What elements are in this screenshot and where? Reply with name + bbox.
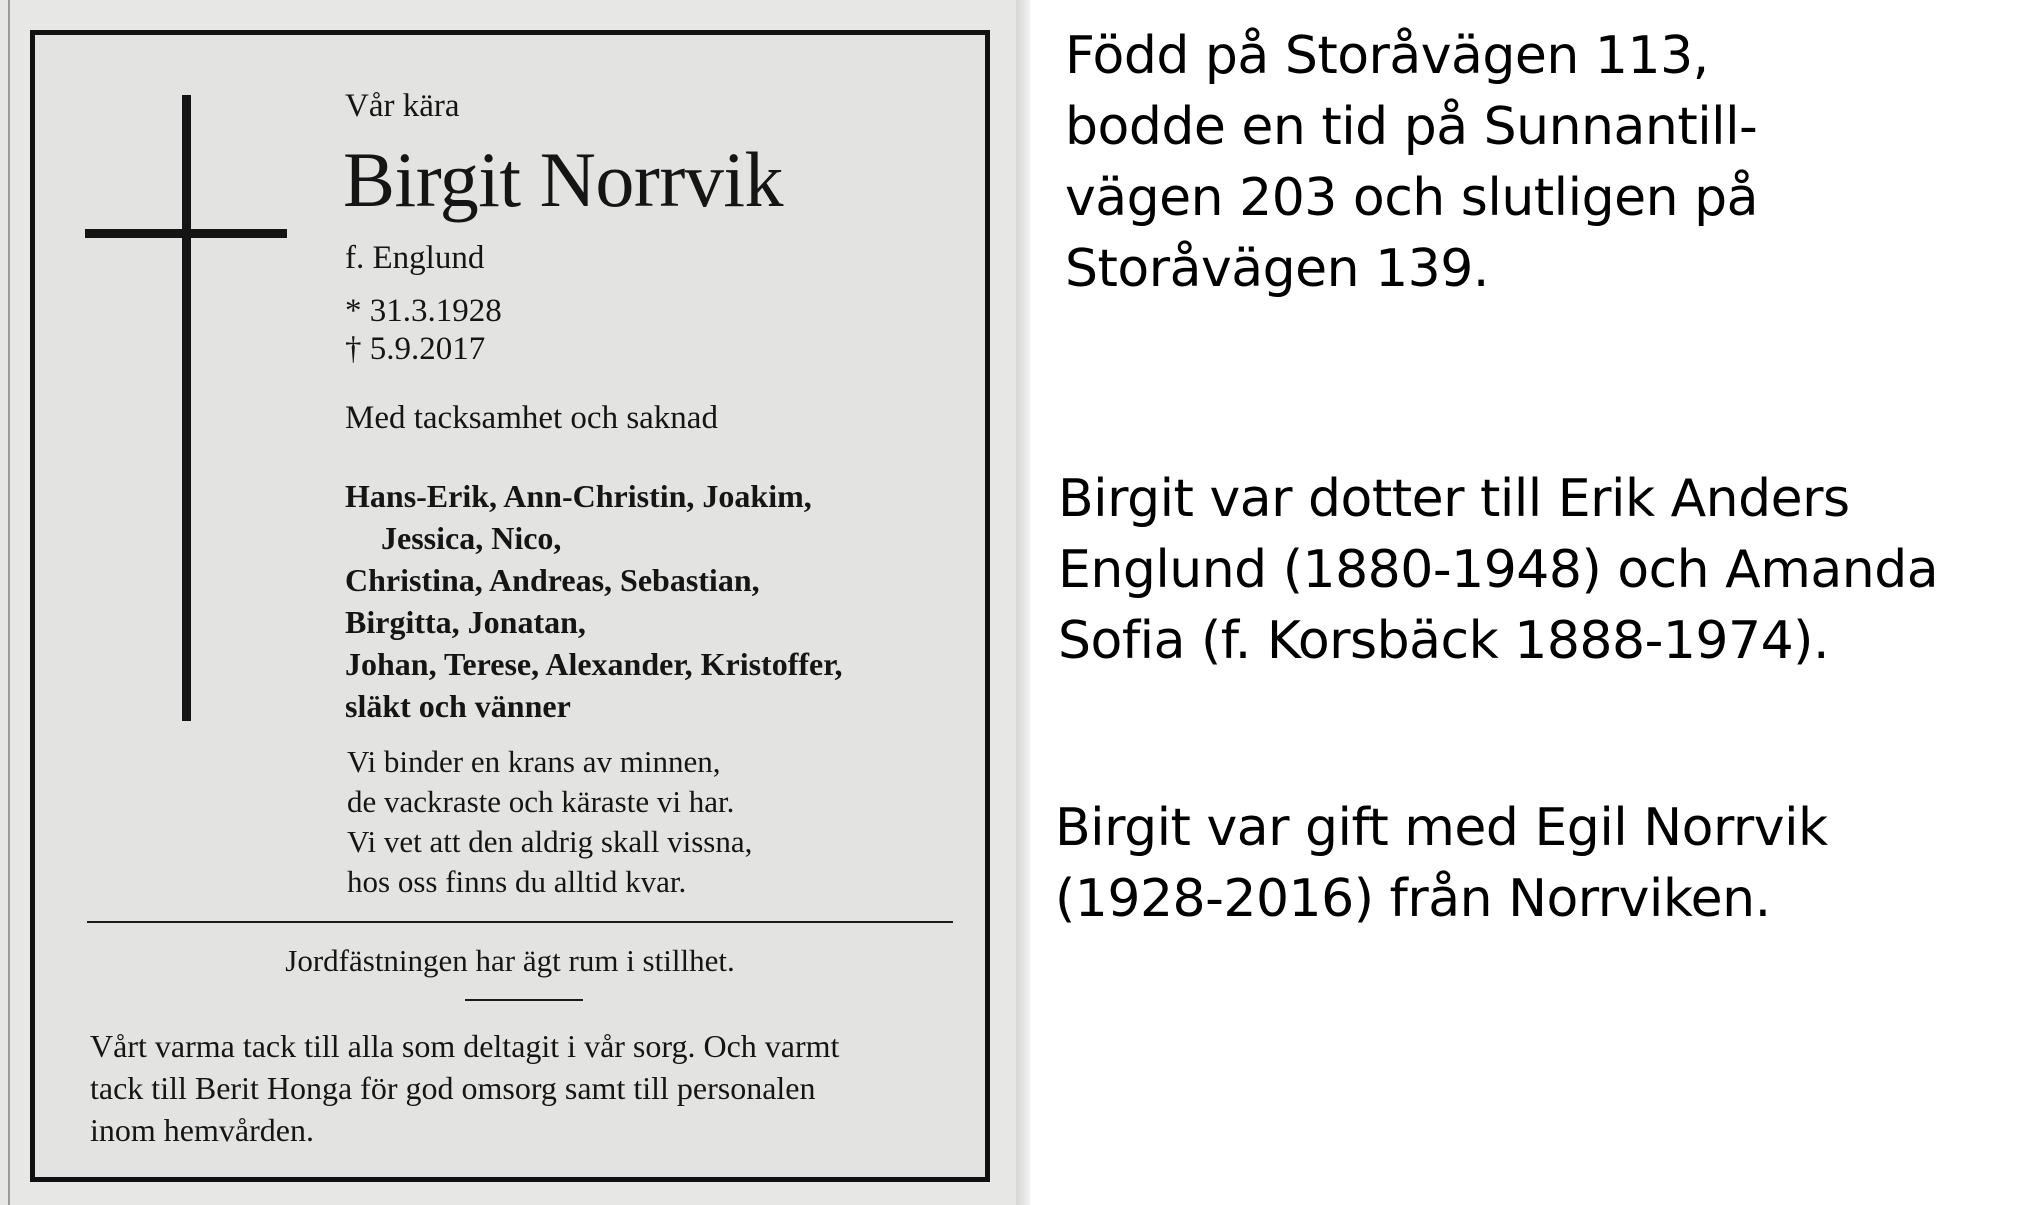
thanks-line: tack till Berit Honga för god omsorg samt till personalen — [90, 1070, 816, 1106]
deceased-name: Birgit Norrvik — [343, 136, 784, 223]
annotation-line: Birgit var gift med Egil Norrvik — [1055, 798, 1828, 858]
notice-intro: Vår kära — [345, 88, 460, 124]
annotation-line: Född på Storåvägen 113, — [1065, 26, 1709, 86]
obituary-notice — [30, 30, 990, 1182]
mourners-line: Jessica, Nico, — [381, 520, 562, 556]
spouse-annotation — [1055, 793, 1828, 935]
poem-line: Vi binder en krans av minnen, — [347, 744, 721, 779]
divider — [87, 921, 953, 923]
cross-icon-bar — [85, 229, 287, 238]
thanks-line: Vårt varma tack till alla som deltagit i vår sorg. Och varmt — [90, 1028, 840, 1064]
short-divider — [465, 999, 583, 1001]
annotation-line: vägen 203 och slutligen på — [1065, 168, 1758, 228]
memorial-poem — [347, 742, 752, 902]
annotation-line: Englund (1880-1948) och Amanda — [1058, 540, 1939, 600]
mourners-line: släkt och vänner — [345, 688, 571, 724]
cross-icon — [182, 95, 191, 721]
mourners-line: Johan, Terese, Alexander, Kristoffer, — [345, 646, 843, 682]
mourning-intro: Med tacksamhet och saknad — [345, 400, 718, 436]
thanks-text — [90, 1025, 970, 1151]
birth-date: * 31.3.1928 — [345, 293, 502, 329]
poem-line: Vi vet att den aldrig skall vissna, — [347, 824, 753, 859]
parents-annotation — [1058, 464, 1938, 677]
mourners-line: Christina, Andreas, Sebastian, — [345, 562, 760, 598]
mourners-line: Hans-Erik, Ann-Christin, Joakim, — [345, 478, 812, 514]
annotation-line: Sofia (f. Korsbäck 1888-1974). — [1058, 611, 1829, 671]
mourners-line: Birgitta, Jonatan, — [345, 604, 586, 640]
thanks-line: inom hemvården. — [90, 1112, 314, 1148]
death-date: † 5.9.2017 — [345, 331, 486, 367]
poem-line: de vackraste och käraste vi har. — [347, 784, 735, 819]
poem-line: hos oss finns du alltid kvar. — [347, 864, 687, 899]
mourners-list — [345, 475, 842, 727]
residence-annotation — [1065, 21, 1758, 305]
annotation-line: Storåvägen 139. — [1065, 239, 1489, 299]
burial-note: Jordfästningen har ägt rum i stillhet. — [285, 943, 735, 978]
annotation-line: Birgit var dotter till Erik Anders — [1058, 469, 1850, 529]
column-rule — [8, 0, 10, 1205]
annotation-line: (1928-2016) från Norrviken. — [1055, 869, 1771, 929]
clipping-edge — [1016, 0, 1030, 1205]
annotation-line: bodde en tid på Sunnantill- — [1065, 97, 1758, 157]
maiden-name: f. Englund — [345, 240, 485, 276]
